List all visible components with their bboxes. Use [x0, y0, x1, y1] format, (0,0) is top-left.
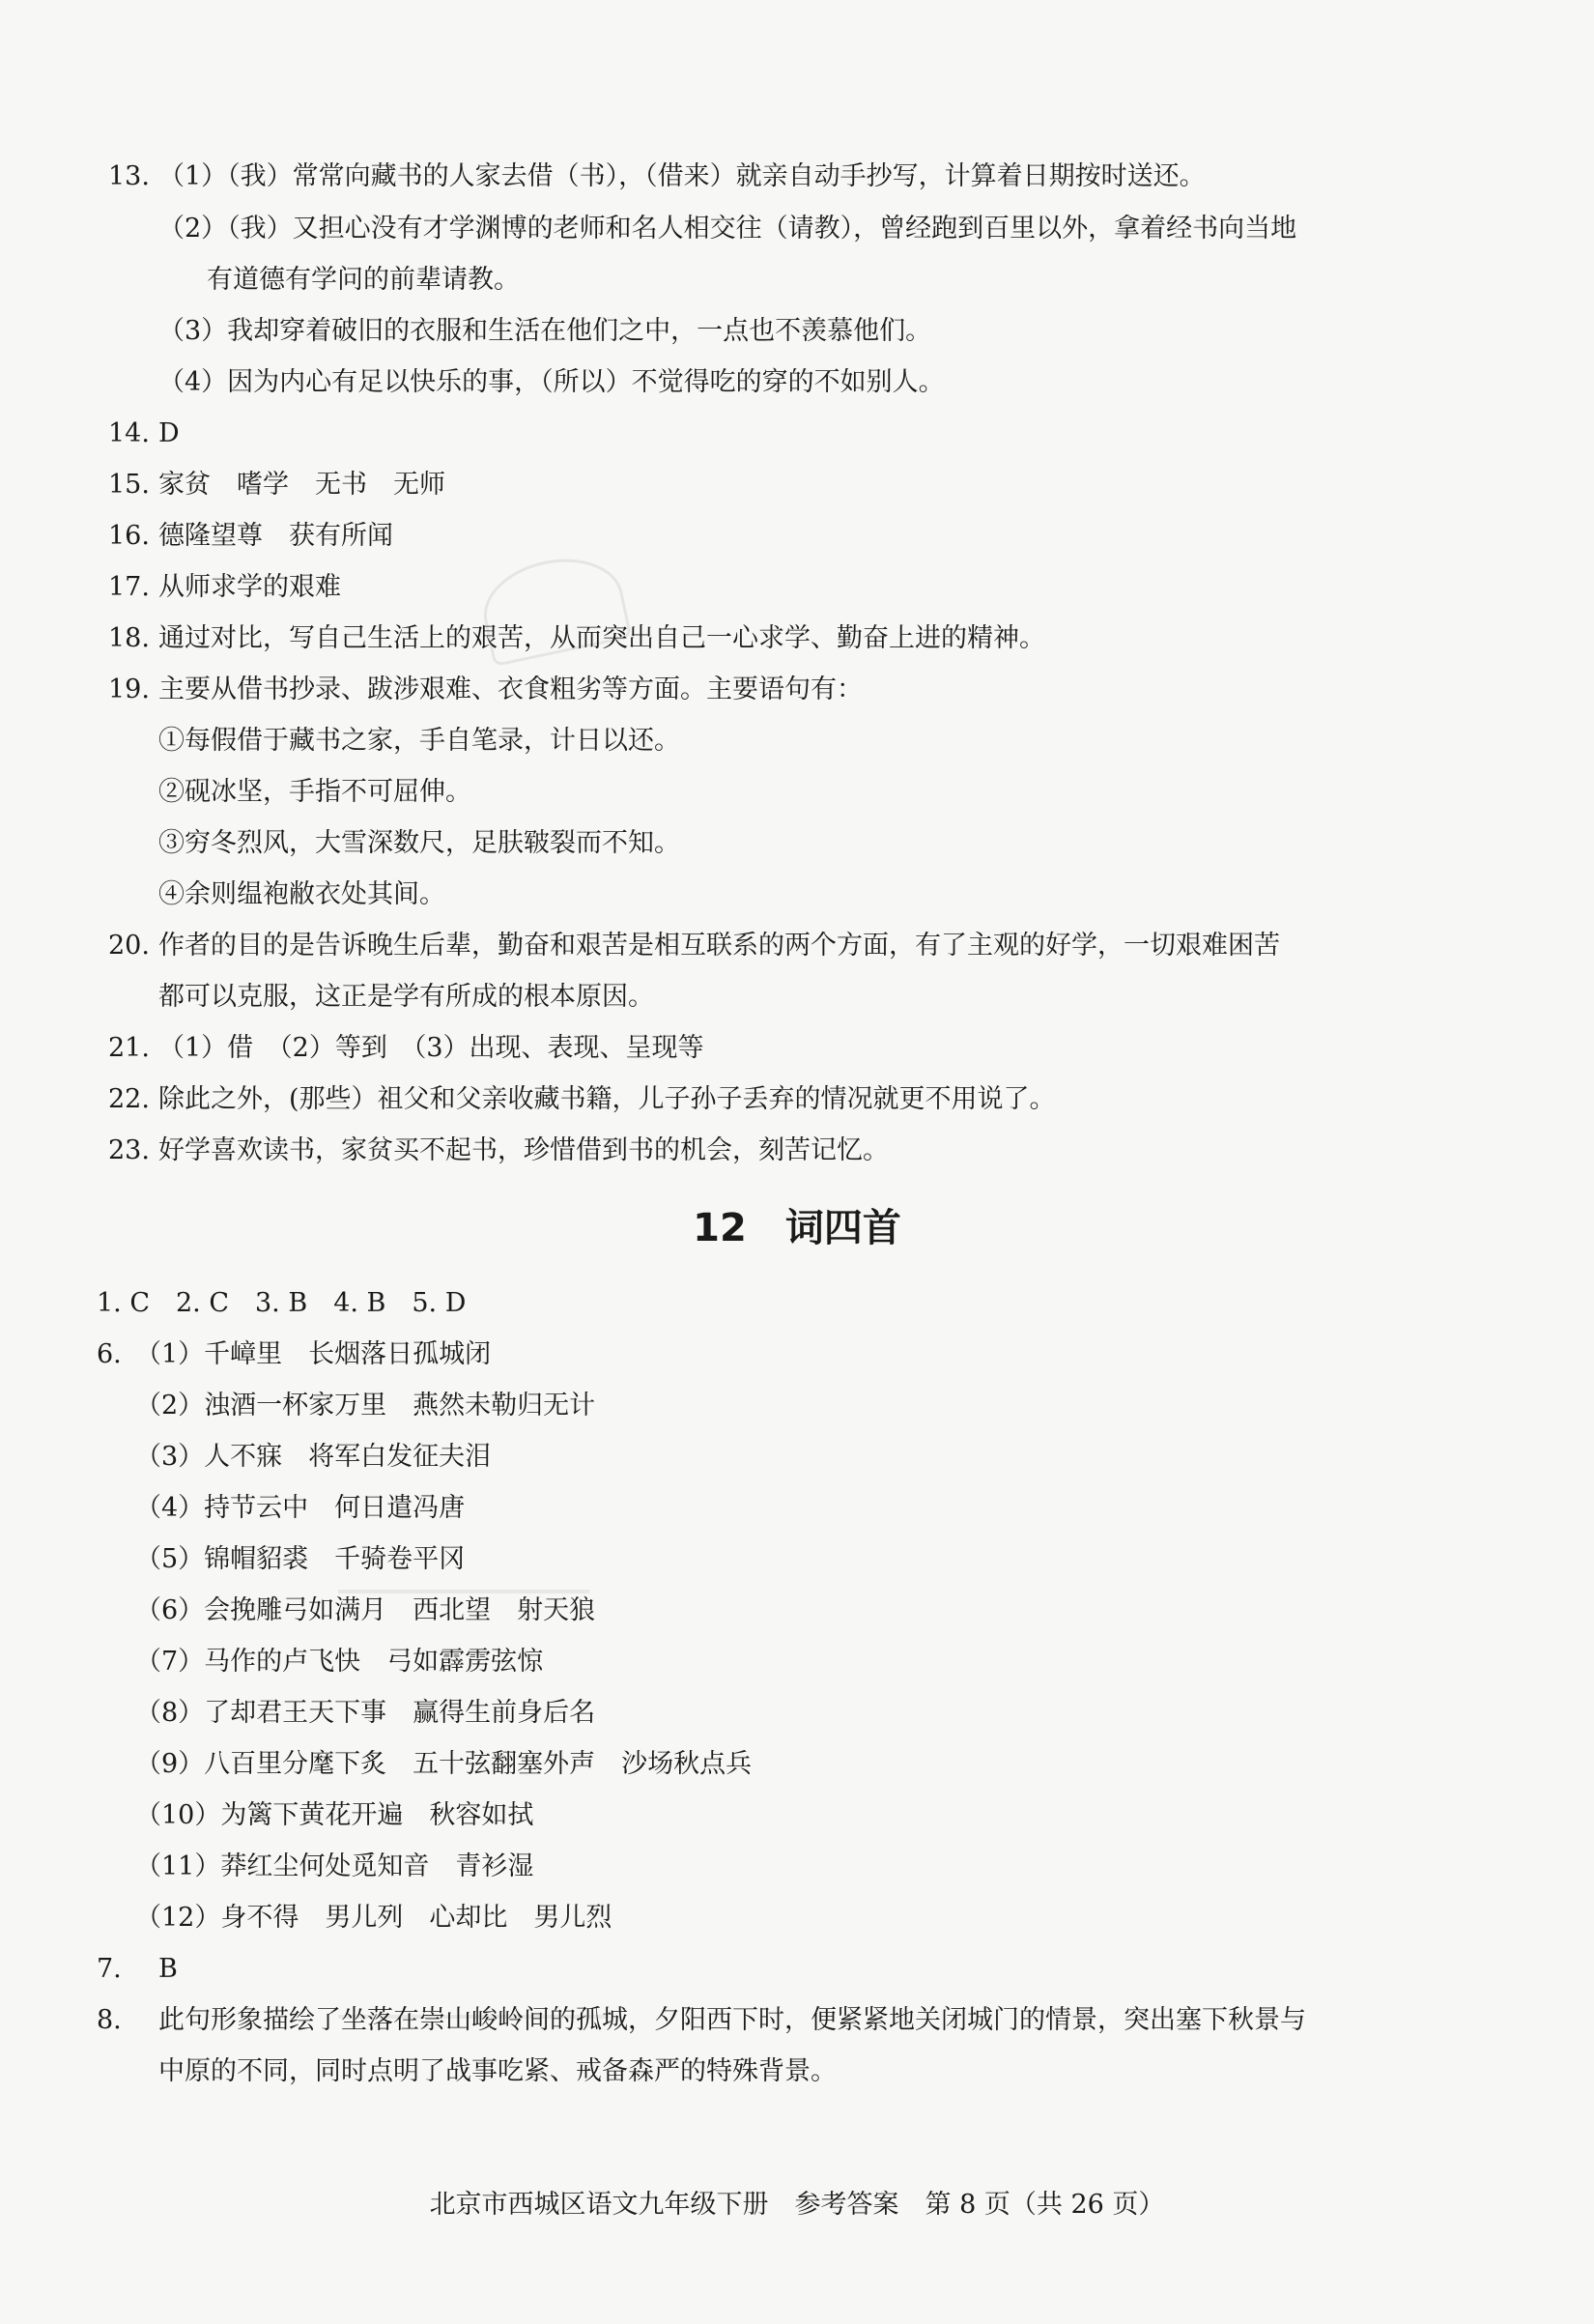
answer-page: 13. （1）（我）常常向藏书的人家去借（书），（借来）就亲自动手抄写，计算着日期按时送还。 （2）（我）又担心没有才学渊博的老师和名人相交往（请教），曾经跑到百里以外，拿着经书向当地 有道德有学问的前辈请教。 （3）我却穿着破旧的衣服和生活在他们之中，一点也不羡慕他们。 （4）因为内心有足以快乐的事，（所以）不觉得吃的穿的不如别人。 14. D 15. 家贫 嗜学 无书 无师 16. 德隆望尊 获有所闻 17. 从师求学的艰难 18. 通过对比，写自己生活上的艰苦，从而突出自己一心求学、勤奋上进的精神。 19. 主要从借书抄录、跋涉艰难、衣食粗劣等方面。主要语句有： ①每假借于藏书之家，手自笔录，计日以还。 ②砚冰坚，手指不可屈伸。 ③穷冬烈风，大雪深数尺，足肤皲裂而不知。 ④余则缊袍敝衣处其间。 20. 作者的目的是告诉晚生后辈，勤奋和艰苦是相互联系的两个方面，有了主观的好学，一切艰难困苦 都可以克服，这正是学有所成的根本原因。 21. （1）借 （2）等到 （3）出现、表现、呈现等 22. 除此之外，(那些）祖父和父亲收藏书籍，儿子孙子丢弃的情况就更不用说了。 23. 好学喜欢读书，家贫买不起书，珍惜借到书的机会，刻苦记忆。 12 词四首 1. C 2. C 3. B 4. B 5. D 6. （1）千嶂里 长烟落日孤城闭 （2）浊酒一杯家万里 燕然未勒归无计 （3）人不寐 将军白发征夫泪 （4）持节云中 何日遣冯唐 （5）锦帽貂裘 千骑卷平冈 （6）会挽雕弓如满月 西北望 射天狼 （7）马作的卢飞快 弓如霹雳弦惊 （8）了却君王天下事 赢得生前身后名 （9）八百里分麾下炙 五十弦翻塞外声 沙场秋点兵 （10）为篱下黄花开遍 秋容如拭 （11）莽红尘何处觅知音 青衫湿 （12）身不得 男儿列 心却比 男儿烈 7. B 8. 此句形象描绘了坐落在崇山峻岭间的孤城，夕阳西下时，便紧紧地关闭城门的情景，突出塞下秋景与 中原的不同，同时点明了战事吃紧、戒备森严的特殊背景。 北京市西城区语文九年级下册 参考答案 第 8 页（共 26 页）	[0, 0, 1594, 2324]
q19-quote-2: ②砚冰坚，手指不可屈伸。	[158, 777, 471, 807]
s6-item-5: （5）锦帽貂裘 千骑卷平冈	[135, 1544, 466, 1574]
section-title: 词四首	[784, 1206, 901, 1250]
q13-line3: 有道德有学问的前辈请教。	[207, 265, 520, 295]
s6-item-11: （11）莽红尘何处觅知音 青衫湿	[135, 1851, 534, 1881]
s6-item-4: （4）持节云中 何日遣冯唐	[135, 1493, 466, 1523]
watermark-logo	[338, 1957, 609, 2019]
watermark-logo	[338, 1532, 589, 1593]
q19-quote-1: ①每假借于藏书之家，手自笔录，计日以还。	[158, 726, 680, 756]
q19-quote-4: ④余则缊袍敝衣处其间。	[158, 879, 445, 909]
s6-item-6: （6）会挽雕弓如满月 西北望 射天狼	[135, 1595, 596, 1625]
q13-line4: （3）我却穿着破旧的衣服和生活在他们之中，一点也不羡慕他们。	[158, 316, 932, 346]
q13-line2: （2）（我）又担心没有才学渊博的老师和名人相交往（请教），曾经跑到百里以外，拿着经书向当地	[158, 214, 1297, 244]
q20-line2: 都可以克服，这正是学有所成的根本原因。	[158, 982, 654, 1012]
s6-item-10: （10）为篱下黄花开遍 秋容如拭	[135, 1800, 534, 1830]
section-number: 12	[693, 1206, 747, 1250]
section-heading	[0, 1201, 1594, 1255]
s-answers-1-5: 1. C 2. C 3. B 4. B 5. D	[97, 1288, 467, 1318]
s6-item-7: （7）马作的卢飞快 弓如霹雳弦惊	[135, 1647, 544, 1677]
s6-item-12: （12）身不得 男儿列 心却比 男儿烈	[135, 1903, 612, 1933]
q13-line5: （4）因为内心有足以快乐的事，（所以）不觉得吃的穿的不如别人。	[158, 367, 945, 397]
s6-item-9: （9）八百里分麾下炙 五十弦翻塞外声 沙场秋点兵	[135, 1749, 753, 1779]
q19-quote-3: ③穷冬烈风，大雪深数尺，足肤皲裂而不知。	[158, 828, 680, 858]
s6-item-8: （8）了却君王天下事 赢得生前身后名	[135, 1698, 596, 1728]
s8-line2: 中原的不同，同时点明了战事吃紧、戒备森严的特殊背景。	[158, 2056, 837, 2086]
page-footer: 北京市西城区语文九年级下册 参考答案 第 8 页（共 26 页）	[429, 2190, 1165, 2220]
s6-item-2: （2）浊酒一杯家万里 燕然未勒归无计	[135, 1391, 596, 1420]
s6-item-3: （3）人不寐 将军白发征夫泪	[135, 1442, 492, 1472]
